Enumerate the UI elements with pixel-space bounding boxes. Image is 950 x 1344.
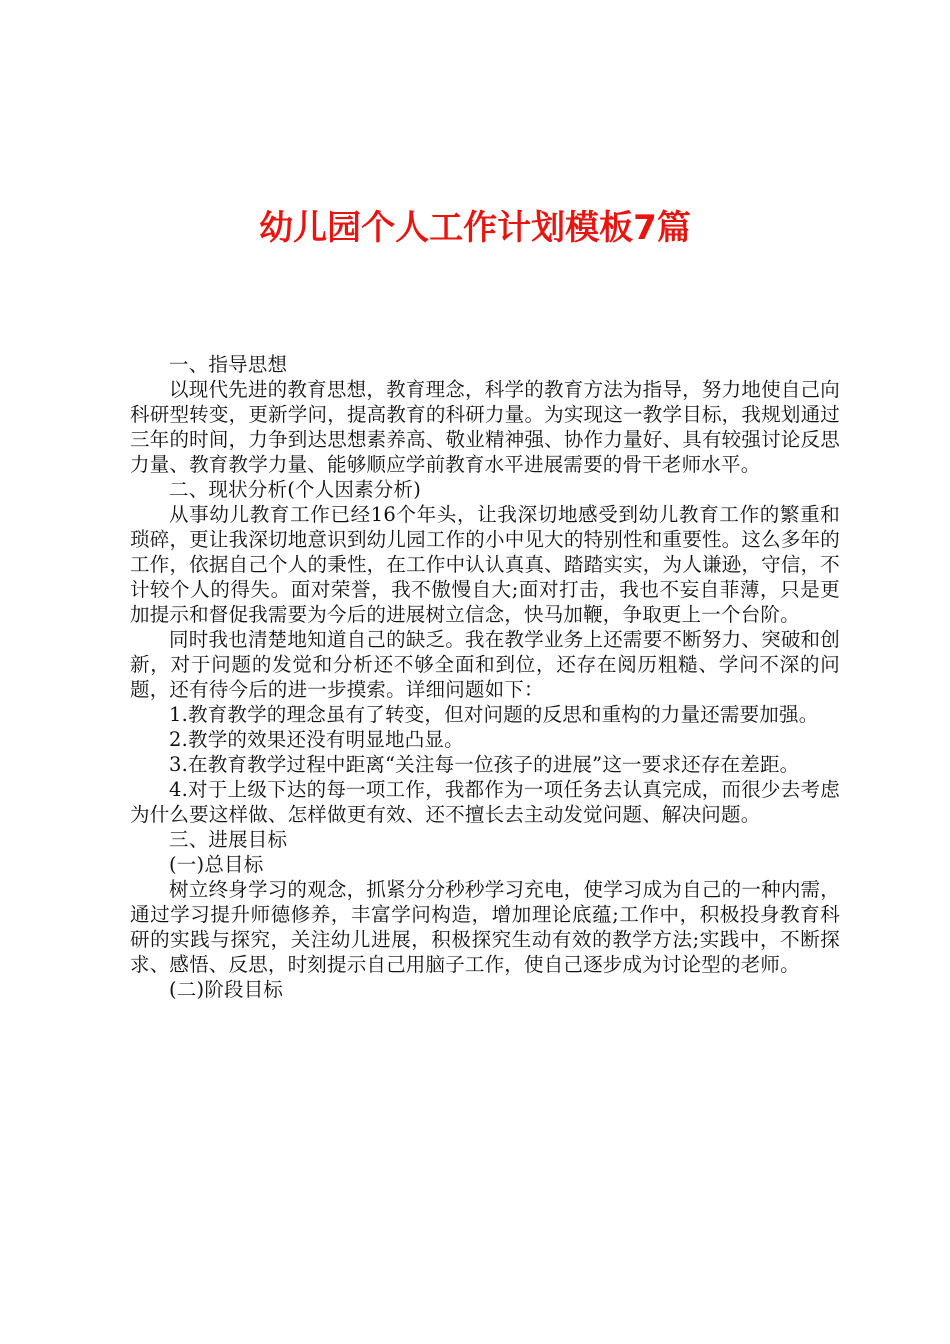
paragraph: 以现代先进的教育思想，教育理念，科学的教育方法为指导，努力地使自己向科研型转变，更新学问，提高教育的科研力量。为实现这一教学目标，我规划通过三年的时间，力争到达思想素养高、敬业精神强、协作力量好、具有较强讨论反思力量、教育教学力量、能够顺应学前教育水平进展需要的骨干老师水平。 xyxy=(130,378,840,476)
document-body xyxy=(130,352,840,1002)
list-item: 2.教学的效果还没有明显地凸显。 xyxy=(169,728,464,751)
document-title: 幼儿园个人工作计划模板7篇 xyxy=(259,208,691,248)
paragraph: 树立终身学习的观念，抓紧分分秒秒学习充电，使学习成为自己的一种内需，通过学习提升师德修养，丰富学问构造，增加理论底蕴;工作中，积极投身教育科研的实践与探究，关注幼儿进展，积极探究生动有效的教学方法;实践中，不断探求、感悟、反思，时刻提示自己用脑子工作，使自己逐步成为讨论型的老师。 xyxy=(130,878,840,976)
paragraph: 同时我也清楚地知道自己的缺乏。我在教学业务上还需要不断努力、突破和创新，对于问题的发觉和分析还不够全面和到位，还存在阅历粗糙、学问不深的问题，还有待今后的进一步摸索。详细问题如下： xyxy=(130,628,840,701)
paragraph: 从事幼儿教育工作已经16个年头，让我深切地感受到幼儿教育工作的繁重和琐碎，更让我深切地意识到幼儿园工作的小中见大的特别性和重要性。这么多年的工作，依据自己个人的秉性，在工作中认认真真、踏踏实实，为人谦逊，守信，不计较个人的得失。面对荣誉，我不傲慢自大;面对打击，我也不妄自菲薄，只是更加提示和督促我需要为今后的进展树立信念，快马加鞭，争取更上一个台阶。 xyxy=(130,503,840,626)
section-heading-status-analysis: 二、现状分析(个人因素分析) xyxy=(169,478,422,501)
list-item: 4.对于上级下达的每一项工作，我都作为一项任务去认真完成，而很少去考虑为什么要这样做、怎样做更有效、还不擅长去主动发觉问题、解决问题。 xyxy=(130,778,840,826)
subsection-heading-overall-goal: (一)总目标 xyxy=(169,853,264,876)
section-heading-development-goals: 三、进展目标 xyxy=(169,828,288,851)
section-heading-guiding-ideology: 一、指导思想 xyxy=(169,353,288,376)
list-item: 3.在教育教学过程中距离“关注每一位孩子的进展”这一要求还存在差距。 xyxy=(169,753,800,776)
list-item: 1.教育教学的理念虽有了转变，但对问题的反思和重构的力量还需要加强。 xyxy=(169,703,819,726)
subsection-heading-stage-goals: (二)阶段目标 xyxy=(169,978,284,1001)
